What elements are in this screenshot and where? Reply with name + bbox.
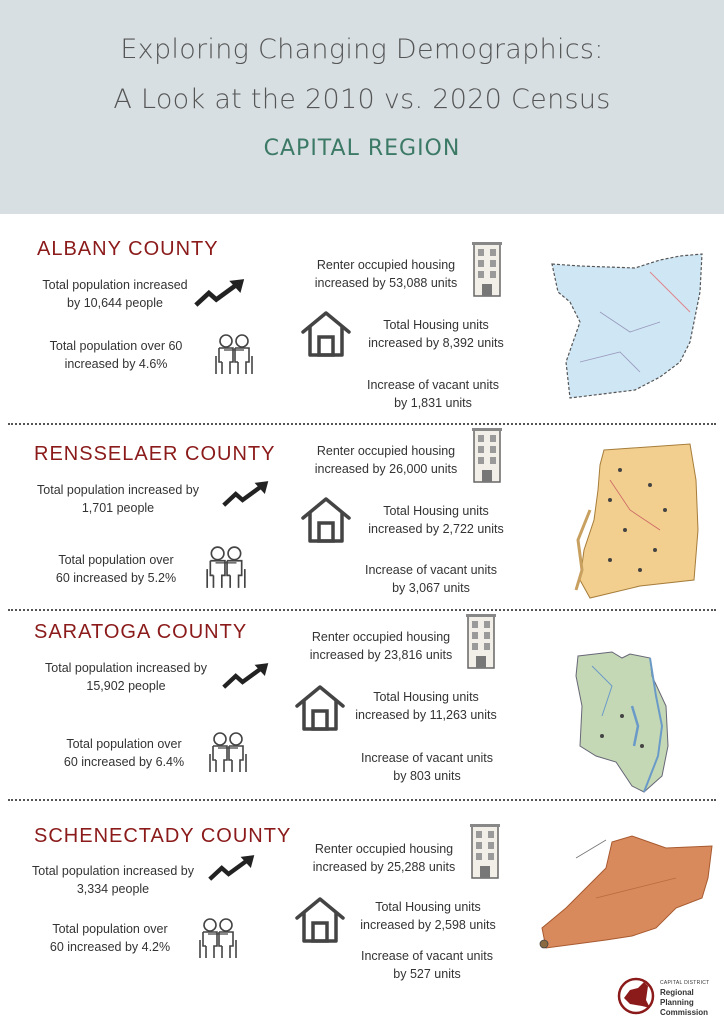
rensselaer-housing-line2: increased by 2,722 units: [368, 522, 504, 536]
saratoga-renter-line1: Renter occupied housing: [311, 630, 451, 644]
schenectady-over60-line2: 60 increased by 4.2%: [49, 940, 171, 954]
schenectady-county-title: SCHENECTADY COUNTY: [34, 825, 292, 847]
albany-housing-line2: increased by 8,392 units: [368, 336, 504, 350]
rensselaer-vacant-line1: Increase of vacant units: [364, 563, 498, 577]
saratoga-housing-line2: increased by 11,263 units: [355, 708, 497, 722]
schenectady-housing-line2: increased by 2,598 units: [360, 918, 496, 932]
rensselaer-county-title: RENSSELAER COUNTY: [34, 443, 276, 465]
albany-renter-stat: [300, 256, 472, 292]
rensselaer-renter-stat: [300, 442, 472, 478]
seniors-icon: [196, 916, 240, 960]
saratoga-vacant-line1: Increase of vacant units: [360, 751, 494, 765]
albany-renter-line1: Renter occupied housing: [316, 258, 456, 272]
saratoga-county-title: SARATOGA COUNTY: [34, 621, 248, 643]
albany-housing-stat: [356, 316, 516, 352]
logo-line3: Commission: [660, 1008, 709, 1017]
rensselaer-housing-line1: Total Housing units: [383, 504, 489, 518]
albany-county-title: ALBANY COUNTY: [37, 238, 219, 260]
rensselaer-population-line2: 1,701 people: [81, 501, 155, 515]
section-divider: [8, 423, 716, 425]
rensselaer-population-line1: Total population increased by: [37, 483, 199, 497]
schenectady-vacant-line2: by 527 units: [393, 967, 461, 981]
trend-up-icon: [222, 662, 270, 690]
schenectady-vacant-line1: Increase of vacant units: [360, 949, 494, 963]
trend-up-icon: [208, 854, 256, 882]
schenectady-vacant-stat: [350, 947, 504, 983]
schenectady-over60-stat: [28, 920, 192, 956]
section-divider: [8, 609, 716, 611]
apartment-building-icon: [472, 242, 502, 298]
saratoga-renter-line2: increased by 23,816 units: [309, 648, 453, 662]
rensselaer-vacant-line2: by 3,067 units: [392, 581, 470, 595]
albany-over60-line1: Total population over 60: [49, 339, 183, 353]
logo-line1: Regional: [660, 988, 694, 997]
trend-up-icon: [194, 278, 246, 308]
house-icon: [300, 310, 352, 358]
trend-up-icon: [222, 480, 270, 508]
saratoga-over60-line1: Total population over: [66, 737, 182, 751]
albany-vacant-line2: by 1,831 units: [394, 396, 472, 410]
saratoga-population-stat: [26, 659, 226, 695]
schenectady-housing-line1: Total Housing units: [375, 900, 481, 914]
albany-housing-line1: Total Housing units: [383, 318, 489, 332]
albany-population-line1: Total population increased: [42, 278, 188, 292]
albany-population-stat: [20, 276, 210, 312]
rensselaer-renter-line1: Renter occupied housing: [316, 444, 456, 458]
albany-population-line2: by 10,644 people: [67, 296, 163, 310]
page-title-line2: A Look at the 2010 vs. 2020 Census: [113, 84, 611, 115]
apartment-building-icon: [466, 614, 496, 670]
saratoga-population-line1: Total population increased by: [45, 661, 207, 675]
cdrpc-logo: [616, 974, 716, 1020]
ny-state-logo-icon: [616, 974, 658, 1020]
albany-over60-line2: increased by 4.6%: [64, 357, 168, 371]
albany-vacant-line1: Increase of vacant units: [366, 378, 500, 392]
albany-over60-stat: [30, 337, 202, 373]
albany-renter-line2: increased by 53,088 units: [314, 276, 458, 290]
schenectady-housing-stat: [348, 898, 508, 934]
logo-small-text: CAPITAL DISTRICT: [660, 980, 710, 986]
region-subtitle: CAPITAL REGION: [263, 136, 461, 161]
schenectady-population-stat: [14, 862, 212, 898]
schenectady-renter-stat: [298, 840, 470, 876]
header-banner: [0, 0, 724, 214]
page-title-line1: Exploring Changing Demographics:: [120, 34, 604, 65]
rensselaer-over60-line2: 60 increased by 5.2%: [55, 571, 177, 585]
saratoga-vacant-stat: [350, 749, 504, 785]
apartment-building-icon: [472, 428, 502, 484]
seniors-icon: [203, 544, 249, 590]
house-icon: [294, 684, 346, 732]
saratoga-population-line2: 15,902 people: [86, 679, 166, 693]
saratoga-over60-stat: [44, 735, 204, 771]
schenectady-population-line2: 3,334 people: [76, 882, 150, 896]
schenectady-county-map: [536, 828, 720, 950]
apartment-building-icon: [470, 824, 500, 880]
saratoga-vacant-line2: by 803 units: [393, 769, 461, 783]
albany-county-map: [540, 252, 710, 402]
rensselaer-housing-stat: [356, 502, 516, 538]
seniors-icon: [212, 332, 256, 376]
schenectady-renter-line2: increased by 25,288 units: [312, 860, 456, 874]
saratoga-over60-line2: 60 increased by 6.4%: [63, 755, 185, 769]
rensselaer-population-stat: [16, 481, 220, 517]
house-icon: [300, 496, 352, 544]
rensselaer-renter-line2: increased by 26,000 units: [314, 462, 458, 476]
schenectady-renter-line1: Renter occupied housing: [314, 842, 454, 856]
albany-vacant-stat: [356, 376, 510, 412]
saratoga-housing-stat: [346, 688, 506, 724]
saratoga-county-map: [572, 646, 682, 796]
house-icon: [294, 896, 346, 944]
saratoga-housing-line1: Total Housing units: [373, 690, 479, 704]
rensselaer-over60-line1: Total population over: [58, 553, 174, 567]
rensselaer-over60-stat: [36, 551, 196, 587]
saratoga-renter-stat: [296, 628, 466, 664]
section-divider: [8, 799, 716, 801]
seniors-icon: [206, 730, 250, 774]
schenectady-population-line1: Total population increased by: [32, 864, 194, 878]
logo-line2: Planning: [660, 998, 694, 1007]
schenectady-over60-line1: Total population over: [52, 922, 168, 936]
rensselaer-county-map: [570, 440, 710, 600]
rensselaer-vacant-stat: [354, 561, 508, 597]
